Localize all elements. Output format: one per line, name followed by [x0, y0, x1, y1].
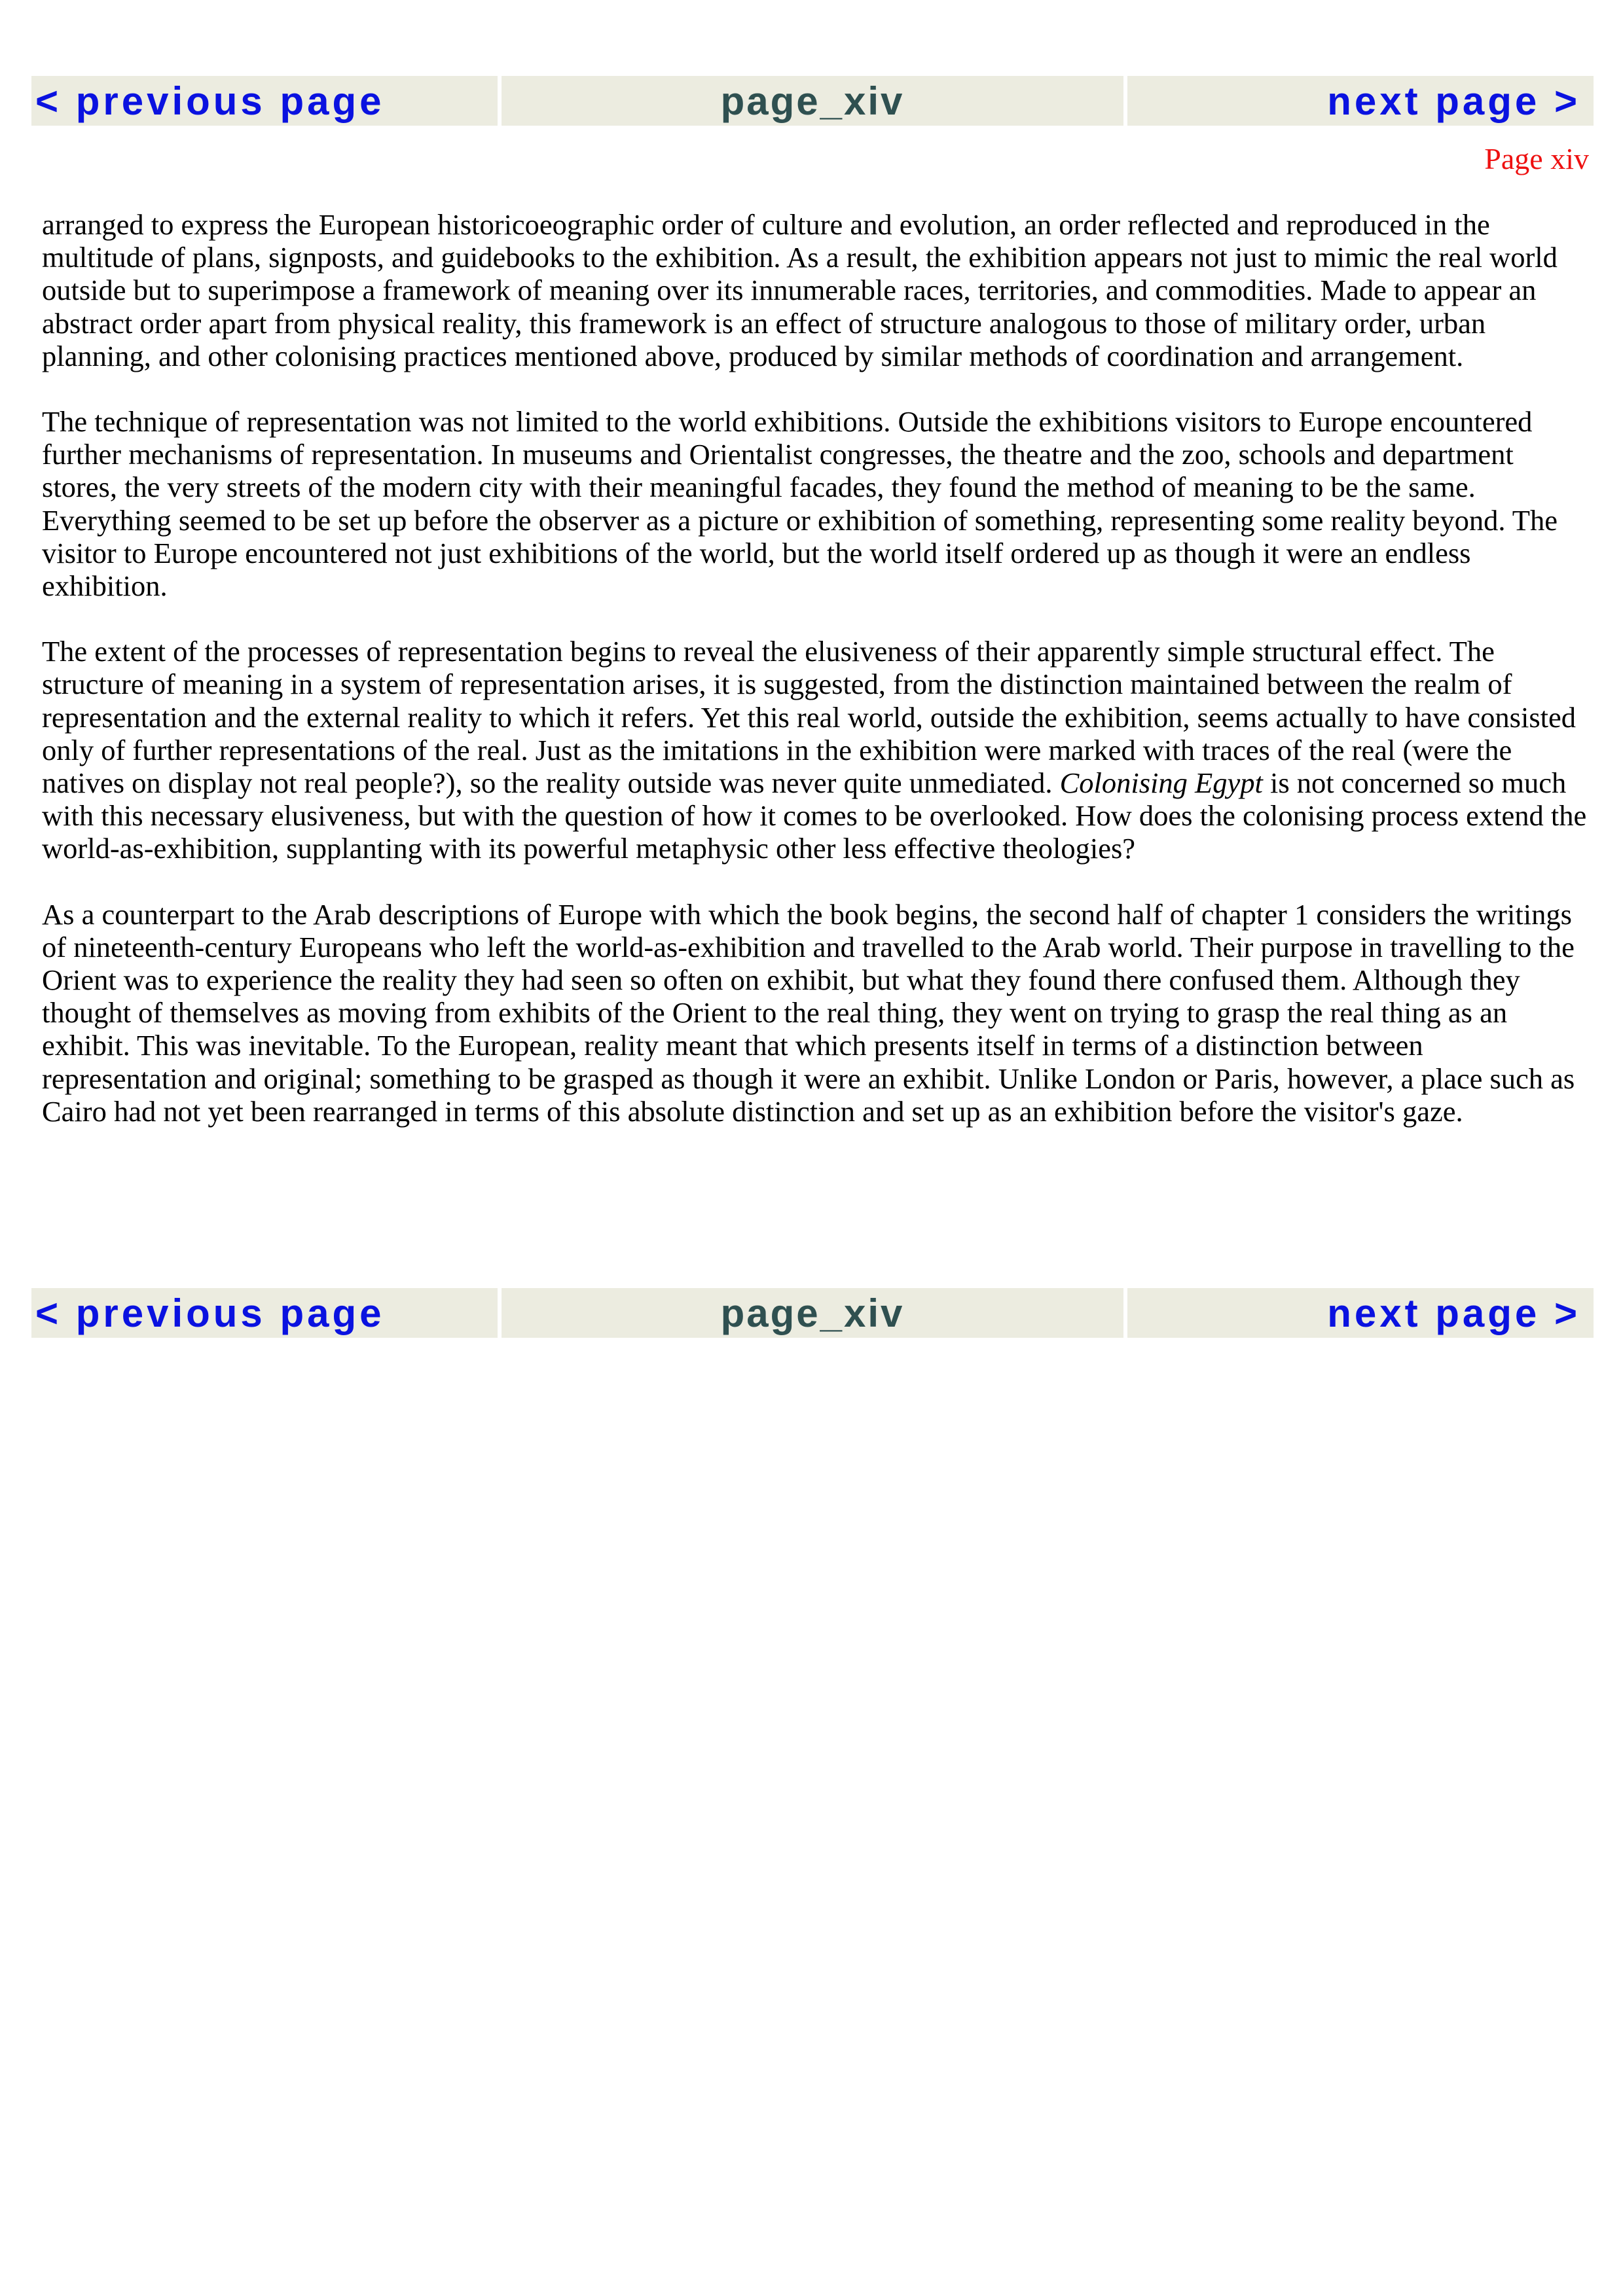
bottom-navigation-bar [31, 1288, 1597, 1338]
book-title: Colonising Egypt [1059, 766, 1263, 800]
page-id-label: page_xiv [501, 76, 1123, 126]
paragraph-3-text-end: is not concerned so much with this necessary elusiveness, but with the question of how it comes to be overlooked. How does the colonising process extend the world-as-exhibition, supplanting with its powerful metaphysic other less effective theologies? [42, 766, 1587, 865]
paragraph-1: arranged to express the European historicoeographic order of culture and evolution, an order reflected and reproduced in the multitude of plans, signposts, and guidebooks to the exhibition. As a result, the exhibition appears not just to mimic the real world outside but to superimpose a framework of meaning over its innumerable races, territories, and commodities. Made to appear an abstract order apart from physical reality, this framework is an effect of structure analogous to those of military order, urban planning, and other colonising practices mentioned above, produced by similar methods of coordination and arrangement. [42, 208, 1558, 372]
next-page-link-bottom[interactable]: next page > [1127, 1288, 1594, 1338]
page-number-marker: Page xiv [1484, 142, 1589, 175]
body-text [42, 208, 1595, 1160]
paragraph-2: The technique of representation was not limited to the world exhibitions. Outside the exhibitions visitors to Europe encountered further mechanisms of representation. In museums and Orientalist congresses, the theatre and the zoo, schools and department stores, the very streets of the modern city with their meaningful facades, they found the method of meaning to be the same. Everything seemed to be set up before the observer as a picture or exhibition of something, representing some reality beyond. The visitor to Europe encountered not just exhibitions of the world, but the world itself ordered up as though it were an endless exhibition. [42, 405, 1558, 603]
paragraph-3-text-start: The extent of the processes of representation begins to reveal the elusiveness of their apparently simple structural effect. The structure of meaning in a system of representation arises, it is suggested, from the distinction maintained between the realm of representation and the external reality to which it refers. Yet this real world, outside the exhibition, seems actually to have consisted only of further representations of the real. Just as the imitations in the exhibition were marked with traces of the real (were the natives on display not real people?), so the reality outside was never quite unmediated. [42, 635, 1577, 800]
page-id-label-bottom: page_xiv [501, 1288, 1123, 1338]
previous-page-link[interactable]: < previous page [31, 76, 498, 126]
next-page-link[interactable]: next page > [1127, 76, 1594, 126]
top-navigation-bar [31, 76, 1597, 126]
paragraph-4: As a counterpart to the Arab descriptions of Europe with which the book begins, the second half of chapter 1 considers the writings of nineteenth-century Europeans who left the world-as-exhibition and travelled to the Arab world. Their purpose in travelling to the Orient was to experience the reality they had seen so often on exhibit, but what they found there confused them. Although they thought of themselves as moving from exhibits of the Orient to the real thing, they went on trying to grasp the real thing as an exhibit. This was inevitable. To the European, reality meant that which presents itself in terms of a distinction between representation and original; something to be grasped as though it were an exhibit. Unlike London or Paris, however, a place such as Cairo had not yet been rearranged in terms of this absolute distinction and set up as an exhibition before the visitor's gaze. [42, 897, 1575, 1128]
previous-page-link-bottom[interactable]: < previous page [31, 1288, 498, 1338]
paragraph-3 [42, 635, 1595, 865]
